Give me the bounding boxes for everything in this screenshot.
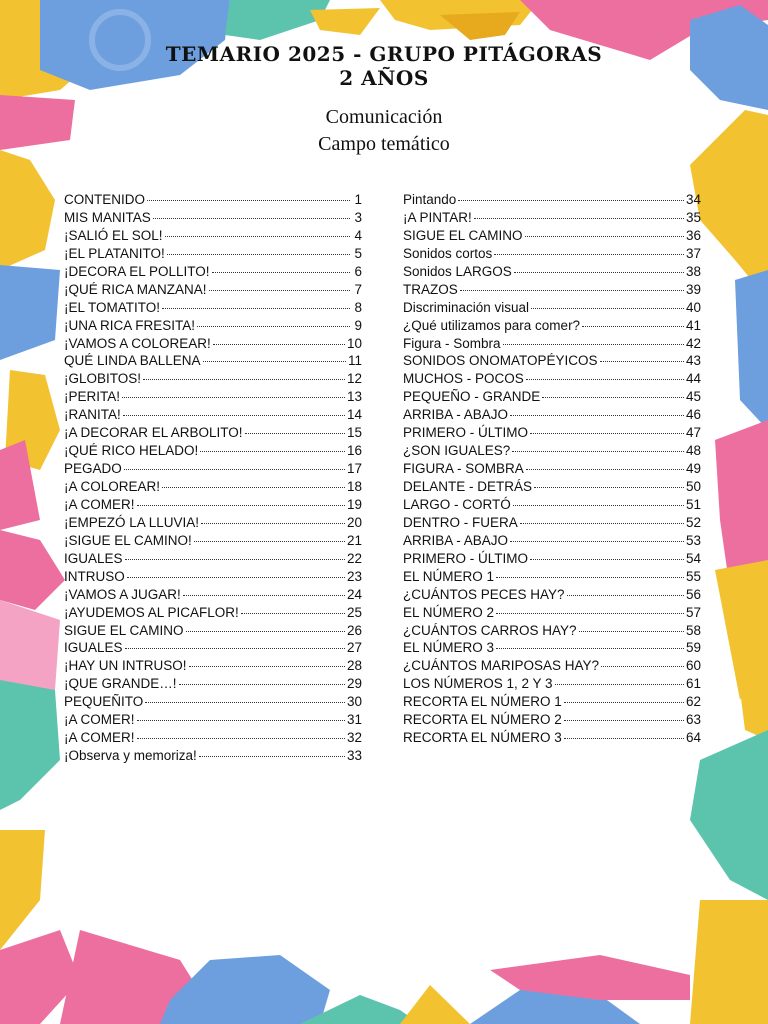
dot-leader (530, 433, 684, 434)
toc-entry-page: 49 (685, 461, 701, 477)
dot-leader (460, 290, 684, 291)
toc-entry-title: ¡AYUDEMOS AL PICAFLOR! (64, 604, 239, 620)
toc-entry (403, 587, 701, 605)
toc-entry-title: IGUALES (64, 550, 123, 566)
dot-leader (513, 505, 684, 506)
dot-leader (167, 254, 350, 255)
toc-entry-title: SIGUE EL CAMINO (403, 227, 523, 243)
toc-entry (403, 569, 701, 587)
toc-entry-title: ¿CUÁNTOS CARROS HAY? (403, 622, 577, 638)
toc-entry-page: 52 (685, 514, 701, 530)
toc-entry-page: 57 (685, 604, 701, 620)
toc-entry-page: 44 (685, 371, 701, 387)
toc-entry-page: 37 (685, 245, 701, 261)
toc-entry-page: 10 (346, 335, 362, 351)
toc-entry (64, 336, 362, 354)
toc-entry (403, 192, 701, 210)
dot-leader (564, 702, 684, 703)
toc-entry-page: 19 (346, 496, 362, 512)
toc-entry-page: 33 (346, 748, 362, 764)
toc-entry-page: 64 (685, 730, 701, 746)
toc-entry-page: 29 (346, 676, 362, 692)
dot-leader (567, 595, 684, 596)
toc-entry (64, 676, 362, 694)
toc-entry (64, 371, 362, 389)
toc-entry (64, 730, 362, 748)
toc-entry (64, 623, 362, 641)
toc-entry (64, 748, 362, 766)
toc-entry (403, 407, 701, 425)
toc-entry-page: 43 (685, 353, 701, 369)
dot-leader (503, 344, 684, 345)
toc-entry-title: ¡A DECORAR EL ARBOLITO! (64, 425, 243, 441)
toc-entry-page: 54 (685, 550, 701, 566)
toc-entry-title: MUCHOS - POCOS (403, 371, 524, 387)
toc-entry (403, 605, 701, 623)
toc-entry-page: 39 (685, 281, 701, 297)
toc-entry (64, 497, 362, 515)
toc-entry-title: QUÉ LINDA BALLENA (64, 353, 201, 369)
toc-entry (64, 569, 362, 587)
toc-entry-page: 42 (685, 335, 701, 351)
dot-leader (564, 720, 684, 721)
toc-entry-title: RECORTA EL NÚMERO 1 (403, 694, 562, 710)
toc-entry (403, 264, 701, 282)
toc-entry-title: ¡A COMER! (64, 730, 135, 746)
toc-entry (64, 479, 362, 497)
toc-entry-page: 58 (685, 622, 701, 638)
toc-entry-page: 26 (346, 622, 362, 638)
dot-leader (162, 308, 350, 309)
toc-entry-title: ¿SON IGUALES? (403, 443, 511, 459)
toc-entry (403, 246, 701, 264)
toc-entry (403, 389, 701, 407)
toc-entry-page: 6 (354, 263, 362, 279)
toc-entry-page: 34 (685, 192, 701, 207)
dot-leader (514, 272, 684, 273)
dot-leader (209, 290, 350, 291)
dot-leader (179, 684, 345, 685)
toc-entry-title: SIGUE EL CAMINO (64, 622, 184, 638)
toc-entry-title: ¡HAY UN INTRUSO! (64, 658, 187, 674)
toc-entry-page: 60 (685, 658, 701, 674)
toc-entry (403, 730, 701, 748)
dot-leader (147, 200, 350, 201)
toc-entry-title: EL NÚMERO 3 (403, 640, 495, 656)
toc-entry (64, 389, 362, 407)
toc-entry (64, 658, 362, 676)
toc-entry (64, 425, 362, 443)
toc-entry-title: ¡VAMOS A COLOREAR! (64, 335, 211, 351)
dot-leader (186, 631, 345, 632)
toc-entry-title: ¡SIGUE EL CAMINO! (64, 532, 192, 548)
dot-leader (183, 595, 345, 596)
toc-entry-page: 50 (685, 479, 701, 494)
toc-entry-page: 53 (685, 532, 701, 548)
toc-entry (403, 371, 701, 389)
toc-entry-title: MIS MANITAS (64, 209, 151, 225)
toc-entry-page: 9 (354, 317, 362, 333)
dot-leader (555, 684, 684, 685)
toc-entry (403, 479, 701, 497)
toc-entry-title: Sonidos LARGOS (403, 263, 512, 279)
toc-entry (403, 640, 701, 658)
toc-entry-page: 38 (685, 263, 701, 279)
bottom-border-shapes (60, 930, 690, 1024)
toc-entry-title: Sonidos cortos (403, 245, 493, 261)
toc-entry-title: ¡RANITA! (64, 407, 121, 423)
toc-entry-title: TRAZOS (403, 281, 458, 297)
toc-entry-page: 63 (685, 712, 701, 728)
dot-leader (530, 559, 684, 560)
dot-leader (122, 397, 345, 398)
toc-entry-page: 7 (354, 281, 362, 297)
toc-entry-page: 1 (354, 192, 362, 207)
toc-entry-page: 13 (346, 389, 362, 405)
toc-entry-page: 15 (346, 425, 362, 441)
toc-entry (403, 497, 701, 515)
dot-leader (496, 577, 684, 578)
toc-entry-title: Discriminación visual (403, 299, 530, 315)
dot-leader (496, 613, 684, 614)
toc-entry-page: 59 (685, 640, 701, 656)
dot-leader (162, 487, 345, 488)
toc-entry-title: ¡SALIÓ EL SOL! (64, 227, 163, 243)
toc-entry-title: Figura - Sombra (403, 335, 501, 351)
dot-leader (600, 361, 684, 362)
toc-entry-page: 11 (347, 353, 362, 369)
toc-entry (64, 551, 362, 569)
toc-entry (403, 461, 701, 479)
toc-entry (403, 443, 701, 461)
toc-entry (403, 533, 701, 551)
toc-entry-title: CONTENIDO (64, 192, 145, 207)
toc-entry (64, 192, 362, 210)
toc-entry-title: EL NÚMERO 1 (403, 568, 495, 584)
dot-leader (143, 379, 345, 380)
toc-entry-title: ¡Observa y memoriza! (64, 748, 197, 764)
toc-entry-title: LARGO - CORTÓ (403, 496, 511, 512)
dot-leader (245, 433, 345, 434)
toc-entry-page: 8 (354, 299, 362, 315)
dot-leader (194, 541, 345, 542)
toc-entry-title: RECORTA EL NÚMERO 2 (403, 712, 562, 728)
toc-entry (403, 658, 701, 676)
toc-entry (64, 318, 362, 336)
toc-entry-title: ¡DECORA EL POLLITO! (64, 263, 210, 279)
dot-leader (199, 756, 345, 757)
dot-leader (564, 738, 684, 739)
dot-leader (474, 218, 684, 219)
toc-entry-page: 36 (685, 227, 701, 243)
dot-leader (200, 451, 345, 452)
toc-entry-page: 62 (685, 694, 701, 710)
toc-entry (403, 551, 701, 569)
toc-entry-title: FIGURA - SOMBRA (403, 461, 524, 477)
toc-entry-title: RECORTA EL NÚMERO 3 (403, 730, 562, 746)
dot-leader (137, 505, 345, 506)
toc-entry-title: ¡GLOBITOS! (64, 371, 142, 387)
toc-entry-title: PRIMERO - ÚLTIMO (403, 550, 529, 566)
toc-entry-title: ¡UNA RICA FRESITA! (64, 317, 196, 333)
dot-leader (526, 379, 684, 380)
toc-entry (64, 605, 362, 623)
toc-entry (403, 712, 701, 730)
dot-leader (165, 236, 350, 237)
toc-entry-title: DELANTE - DETRÁS (403, 479, 533, 494)
toc-entry-page: 18 (346, 479, 362, 494)
toc-entry (64, 461, 362, 479)
dot-leader (213, 344, 345, 345)
toc-entry (64, 264, 362, 282)
toc-entry-page: 4 (354, 227, 362, 243)
toc-entry (403, 336, 701, 354)
toc-entry-page: 22 (346, 550, 362, 566)
toc-entry (403, 210, 701, 228)
toc-entry-page: 55 (685, 568, 701, 584)
toc-entry-title: ¡A PINTAR! (403, 209, 472, 225)
toc-entry-page: 20 (346, 514, 362, 530)
toc-entry-title: ¡A COLOREAR! (64, 479, 161, 494)
dot-leader (458, 200, 684, 201)
toc-right-column (403, 192, 701, 748)
toc-entry (64, 640, 362, 658)
toc-entry-title: INTRUSO (64, 568, 125, 584)
dot-leader (125, 559, 345, 560)
toc-entry (64, 246, 362, 264)
toc-entry (403, 300, 701, 318)
toc-entry-page: 45 (685, 389, 701, 405)
toc-entry-title: ¡QUÉ RICO HELADO! (64, 443, 199, 459)
dot-leader (203, 361, 346, 362)
dot-leader (525, 236, 684, 237)
toc-entry (403, 425, 701, 443)
toc-entry-title: ARRIBA - ABAJO (403, 532, 509, 548)
dot-leader (510, 541, 684, 542)
toc-entry-title: ¡A COMER! (64, 712, 135, 728)
toc-entry-page: 12 (346, 371, 362, 387)
dot-leader (582, 326, 684, 327)
toc-entry (64, 515, 362, 533)
toc-entry-title: LOS NÚMEROS 1, 2 Y 3 (403, 676, 553, 692)
toc-entry (64, 533, 362, 551)
dot-leader (579, 631, 684, 632)
toc-entry-title: SONIDOS ONOMATOPÉYICOS (403, 353, 598, 369)
dot-leader (510, 415, 684, 416)
toc-entry (403, 515, 701, 533)
toc-entry-title: ¡PERITA! (64, 389, 121, 405)
toc-entry (64, 300, 362, 318)
toc-entry-page: 40 (685, 299, 701, 315)
toc-entry (64, 210, 362, 228)
toc-entry (64, 282, 362, 300)
dot-leader (531, 308, 684, 309)
dot-leader (137, 720, 345, 721)
toc-entry (64, 694, 362, 712)
dot-leader (189, 666, 345, 667)
toc-entry (403, 353, 701, 371)
toc-entry-title: ¡A COMER! (64, 496, 135, 512)
toc-entry-page: 47 (685, 425, 701, 441)
toc-entry-title: ¡EL TOMATITO! (64, 299, 161, 315)
toc-entry-title: ¡EMPEZÓ LA LLUVIA! (64, 514, 200, 530)
toc-entry-title: ¡EL PLATANITO! (64, 245, 165, 261)
toc-entry-page: 17 (346, 461, 362, 477)
toc-entry (64, 587, 362, 605)
toc-entry-title: ¿CUÁNTOS PECES HAY? (403, 586, 565, 602)
toc-entry-title: ¿Qué utilizamos para comer? (403, 317, 581, 333)
toc-entry-title: PEGADO (64, 461, 122, 477)
toc-entry-page: 3 (354, 209, 362, 225)
toc-entry-page: 56 (685, 586, 701, 602)
dot-leader (145, 702, 345, 703)
dot-leader (153, 218, 350, 219)
subject-heading: Comunicación (325, 106, 443, 128)
toc-entry-title: PEQUEÑO - GRANDE (403, 389, 541, 405)
toc-entry (403, 694, 701, 712)
toc-entry (403, 676, 701, 694)
dot-leader (125, 648, 345, 649)
toc-entry-page: 27 (346, 640, 362, 656)
toc-entry (64, 353, 362, 371)
toc-entry-title: DENTRO - FUERA (403, 514, 518, 530)
dot-leader (127, 577, 345, 578)
toc-entry-title: ¿CUÁNTOS MARIPOSAS HAY? (403, 658, 600, 674)
page-subtitle-age: 2 AÑOS (339, 66, 429, 90)
toc-entry-page: 41 (685, 317, 701, 333)
toc-entry-page: 48 (685, 443, 701, 459)
dot-leader (512, 451, 684, 452)
toc-entry-page: 16 (346, 443, 362, 459)
toc-entry-title: IGUALES (64, 640, 123, 656)
dot-leader (201, 523, 345, 524)
toc-left-column (64, 192, 362, 766)
dot-leader (137, 738, 345, 739)
section-heading: Campo temático (318, 133, 450, 155)
toc-entry-title: ¡VAMOS A JUGAR! (64, 586, 181, 602)
page-title: TEMARIO 2025 - GRUPO PITÁGORAS (165, 42, 603, 66)
toc-entry (64, 407, 362, 425)
toc-entry-page: 51 (685, 496, 701, 512)
toc-entry-title: PRIMERO - ÚLTIMO (403, 425, 529, 441)
toc-entry-page: 35 (685, 209, 701, 225)
toc-entry-page: 23 (346, 568, 362, 584)
dot-leader (212, 272, 350, 273)
toc-entry-page: 21 (346, 532, 362, 548)
dot-leader (197, 326, 350, 327)
toc-entry-title: EL NÚMERO 2 (403, 604, 495, 620)
dot-leader (241, 613, 345, 614)
toc-entry-page: 30 (346, 694, 362, 710)
dot-leader (123, 415, 345, 416)
toc-entry-page: 61 (685, 676, 701, 692)
toc-entry (403, 228, 701, 246)
toc-entry-title: ¡QUÉ RICA MANZANA! (64, 281, 207, 297)
toc-entry-title: PEQUEÑITO (64, 694, 144, 710)
toc-entry-page: 46 (685, 407, 701, 423)
toc-entry-page: 31 (346, 712, 362, 728)
toc-entry-title: ARRIBA - ABAJO (403, 407, 509, 423)
dot-leader (526, 469, 684, 470)
toc-entry-page: 14 (346, 407, 362, 423)
toc-entry (64, 712, 362, 730)
dot-leader (534, 487, 684, 488)
toc-entry (403, 318, 701, 336)
toc-entry-title: Pintando (403, 192, 457, 207)
toc-entry-page: 5 (354, 245, 362, 261)
dot-leader (542, 397, 684, 398)
toc-entry-page: 32 (346, 730, 362, 746)
dot-leader (601, 666, 684, 667)
dot-leader (124, 469, 345, 470)
toc-entry (403, 623, 701, 641)
right-border-shapes (690, 110, 768, 1024)
dot-leader (520, 523, 684, 524)
toc-entry-page: 24 (346, 586, 362, 602)
toc-entry (64, 228, 362, 246)
toc-entry-page: 25 (346, 604, 362, 620)
toc-entry-title: ¡QUE GRANDE…! (64, 676, 177, 692)
toc-entry (64, 443, 362, 461)
dot-leader (494, 254, 684, 255)
toc-entry-page: 28 (346, 658, 362, 674)
toc-entry (403, 282, 701, 300)
dot-leader (496, 648, 684, 649)
